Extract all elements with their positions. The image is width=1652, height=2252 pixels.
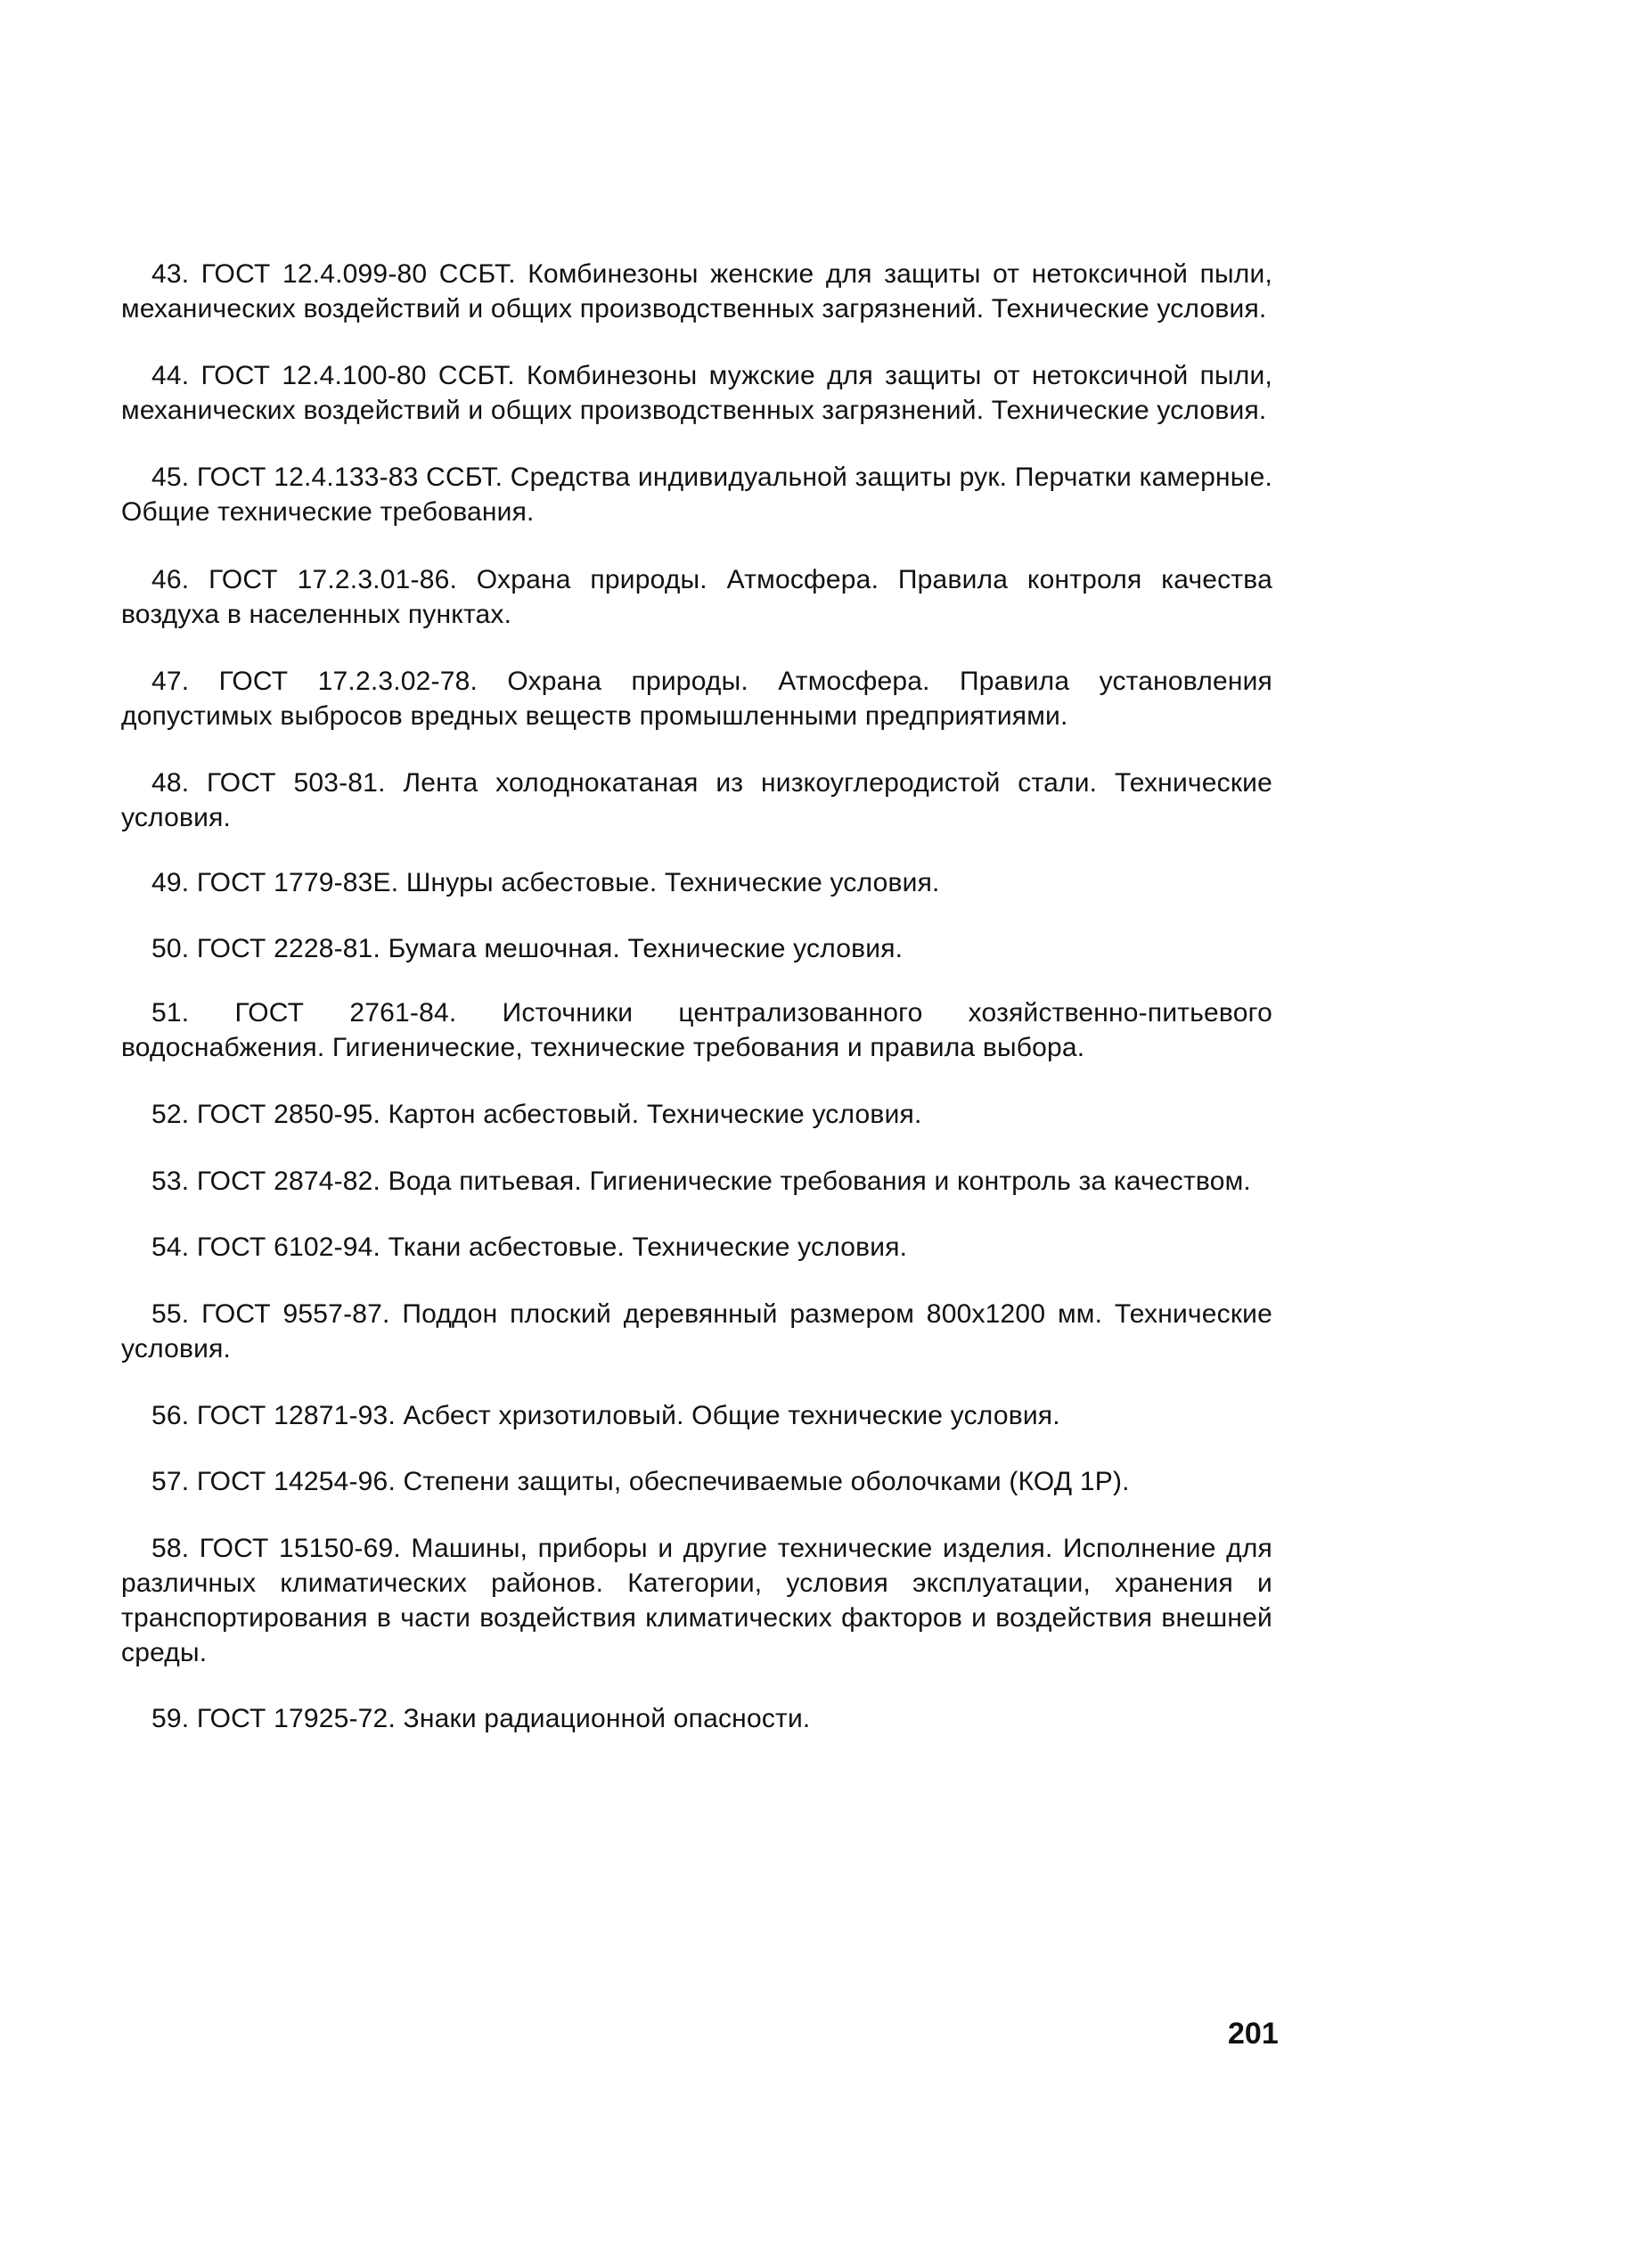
reference-item: 43. ГОСТ 12.4.099-80 ССБТ. Комбинезоны женские для защиты от нетоксичной пыли, механических воздействий и общих производственных загрязнений. Технические условия. bbox=[121, 259, 1272, 323]
reference-item: 46. ГОСТ 17.2.3.01-86. Охрана природы. Атмосфера. Правила контроля качества воздуха в населенных пунктах. bbox=[121, 565, 1272, 629]
page-number: 201 bbox=[1228, 2017, 1279, 2051]
reference-item: 50. ГОСТ 2228-81. Бумага мешочная. Технические условия. bbox=[151, 934, 904, 963]
reference-item: 56. ГОСТ 12871-93. Асбест хризотиловый. Общие технические условия. bbox=[151, 1401, 1060, 1430]
reference-item: 52. ГОСТ 2850-95. Картон асбестовый. Технические условия. bbox=[151, 1100, 922, 1129]
reference-item: 45. ГОСТ 12.4.133-83 ССБТ. Средства индивидуальной защиты рук. Перчатки камерные. Общие технические требования. bbox=[121, 463, 1272, 527]
reference-item: 59. ГОСТ 17925-72. Знаки радиационной опасности. bbox=[151, 1704, 811, 1733]
reference-item: 54. ГОСТ 6102-94. Ткани асбестовые. Технические условия. bbox=[151, 1232, 908, 1262]
reference-item: 48. ГОСТ 503-81. Лента холоднокатаная из низкоуглеродистой стали. Технические условия. bbox=[121, 768, 1272, 832]
reference-list bbox=[121, 257, 1272, 1736]
reference-item: 55. ГОСТ 9557-87. Поддон плоский деревянный размером 800х1200 мм. Технические условия. bbox=[121, 1299, 1272, 1363]
reference-item: 57. ГОСТ 14254-96. Степени защиты, обеспечиваемые оболочками (КОД 1Р). bbox=[151, 1467, 1130, 1496]
reference-item: 44. ГОСТ 12.4.100-80 ССБТ. Комбинезоны мужские для защиты от нетоксичной пыли, механических воздействий и общих производственных загрязнений. Технические условия. bbox=[121, 361, 1272, 425]
reference-item: 47. ГОСТ 17.2.3.02-78. Охрана природы. Атмосфера. Правила установления допустимых выбросов вредных веществ промышленными предприятиями. bbox=[121, 667, 1272, 731]
reference-item: 53. ГОСТ 2874-82. Вода питьевая. Гигиенические требования и контроль за качеством. bbox=[151, 1167, 1251, 1196]
reference-item: 51. ГОСТ 2761-84. Источники централизованного хозяйственно-питьевого водоснабжения. Гигиенические, технические требования и правила выбора. bbox=[121, 998, 1272, 1062]
reference-item: 49. ГОСТ 1779-83Е. Шнуры асбестовые. Технические условия. bbox=[151, 868, 940, 897]
reference-item: 58. ГОСТ 15150-69. Машины, приборы и другие технические изделия. Исполнение для различных климатических районов. Категории, условия эксплуатации, хранения и транспортирования в части воздействия климатических факторов и воздействия внешней среды. bbox=[121, 1534, 1272, 1667]
